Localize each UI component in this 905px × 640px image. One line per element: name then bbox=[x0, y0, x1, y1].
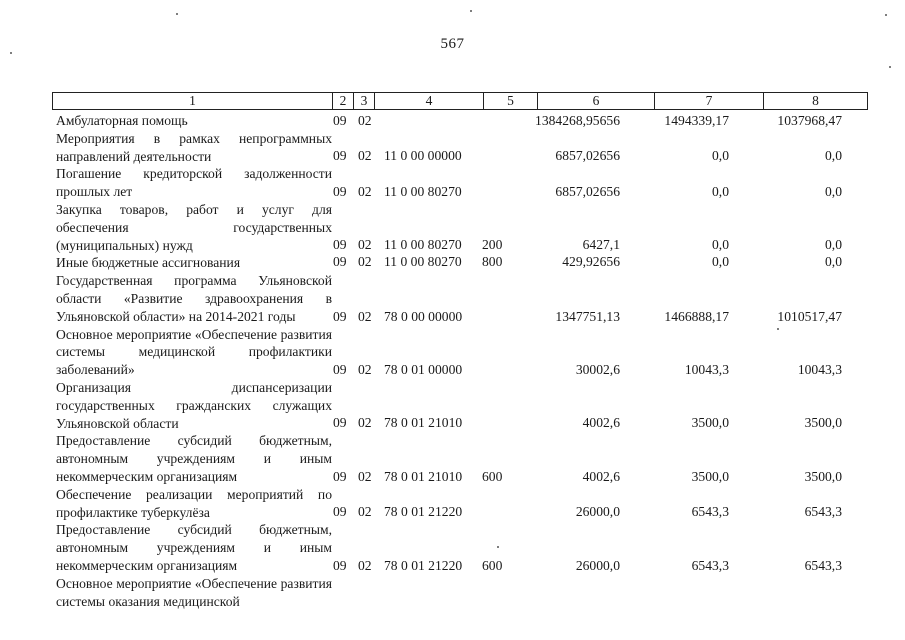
row-amount-col7: 0,0 bbox=[712, 148, 729, 164]
row-target-code: 78 0 00 00000 bbox=[384, 308, 463, 324]
row-target-code: 11 0 00 00000 bbox=[384, 148, 462, 164]
row-name: Организация диспансеризации государственных гражданских служащих Ульяновской области bbox=[56, 379, 332, 431]
row-amount-col6: 30002,6 bbox=[575, 361, 620, 377]
row-section: 09 bbox=[333, 183, 347, 199]
row-amount-col7: 1494339,17 bbox=[664, 112, 729, 128]
row-section: 09 bbox=[333, 148, 347, 164]
row-name: Закупка товаров, работ и услуг для обеспечения государственных (муниципальных) нужд bbox=[56, 201, 332, 253]
table-row bbox=[56, 112, 846, 130]
row-subsection: 02 bbox=[358, 468, 372, 484]
row-amount-col6: 1384268,95656 bbox=[535, 112, 620, 128]
row-amount-col8: 3500,0 bbox=[804, 468, 842, 484]
row-subsection: 02 bbox=[358, 254, 372, 270]
row-amount-col7: 0,0 bbox=[712, 254, 729, 270]
row-amount-col7: 6543,3 bbox=[691, 504, 729, 520]
table-row bbox=[56, 486, 846, 522]
scan-speck bbox=[470, 10, 472, 12]
row-subsection: 02 bbox=[358, 308, 372, 324]
row-expense-type: 800 bbox=[482, 254, 503, 270]
row-target-code: 11 0 00 80270 bbox=[384, 254, 462, 270]
header-col-4: 4 bbox=[375, 93, 484, 109]
row-subsection: 02 bbox=[358, 361, 372, 377]
header-col-5: 5 bbox=[484, 93, 538, 109]
row-subsection: 02 bbox=[358, 148, 372, 164]
row-amount-col6: 1347751,13 bbox=[555, 308, 620, 324]
row-subsection: 02 bbox=[358, 183, 372, 199]
row-amount-col8: 1037968,47 bbox=[777, 112, 842, 128]
row-target-code: 78 0 01 00000 bbox=[384, 361, 463, 377]
header-col-8: 8 bbox=[812, 93, 819, 108]
row-name: Погашение кредиторской задолженности прошлых лет bbox=[56, 166, 332, 200]
row-subsection: 02 bbox=[358, 504, 372, 520]
table-row bbox=[56, 326, 846, 379]
row-subsection: 02 bbox=[358, 237, 372, 253]
table-row bbox=[56, 379, 846, 432]
table-row bbox=[56, 254, 846, 272]
header-col-1: 1 bbox=[53, 93, 333, 109]
row-name: Мероприятия в рамках непрограммных направлений деятельности bbox=[56, 130, 332, 164]
row-amount-col7: 0,0 bbox=[712, 237, 729, 253]
header-col-3: 3 bbox=[354, 93, 375, 109]
row-amount-col6: 6857,02656 bbox=[555, 183, 620, 199]
row-amount-col8: 10043,3 bbox=[797, 361, 842, 377]
scan-speck bbox=[885, 14, 887, 16]
row-amount-col7: 3500,0 bbox=[691, 415, 729, 431]
scan-speck bbox=[497, 546, 499, 548]
row-expense-type: 600 bbox=[482, 468, 503, 484]
row-section: 09 bbox=[333, 112, 347, 128]
header-col-6: 6 bbox=[538, 93, 655, 109]
row-amount-col6: 4002,6 bbox=[582, 468, 620, 484]
row-amount-col6: 6427,1 bbox=[582, 237, 620, 253]
row-section: 09 bbox=[333, 237, 347, 253]
header-col-7: 7 bbox=[655, 93, 764, 109]
table-row bbox=[56, 165, 846, 201]
row-section: 09 bbox=[333, 415, 347, 431]
row-target-code: 11 0 00 80270 bbox=[384, 237, 462, 253]
row-expense-type: 600 bbox=[482, 557, 503, 573]
row-name: Иные бюджетные ассигнования bbox=[56, 255, 241, 271]
row-subsection: 02 bbox=[358, 112, 372, 128]
table-row bbox=[56, 130, 846, 166]
row-amount-col7: 0,0 bbox=[712, 183, 729, 199]
scan-speck bbox=[176, 13, 178, 15]
row-amount-col8: 1010517,47 bbox=[777, 308, 842, 324]
scan-speck bbox=[889, 66, 891, 68]
row-amount-col6: 4002,6 bbox=[582, 415, 620, 431]
row-name: Обеспечение реализации мероприятий по профилактике туберкулёза bbox=[56, 486, 332, 520]
row-section: 09 bbox=[333, 557, 347, 573]
table-row bbox=[56, 201, 846, 254]
row-subsection: 02 bbox=[358, 415, 372, 431]
row-amount-col6: 429,92656 bbox=[562, 254, 620, 270]
row-amount-col7: 6543,3 bbox=[691, 557, 729, 573]
scan-speck bbox=[10, 52, 12, 54]
row-section: 09 bbox=[333, 308, 347, 324]
row-name: Государственная программа Ульяновской области «Развитие здравоохранения в Ульяновской области» на 2014-2021 годы bbox=[56, 273, 332, 324]
row-target-code: 78 0 01 21220 bbox=[384, 557, 463, 573]
scan-speck bbox=[777, 328, 779, 330]
table-row bbox=[56, 521, 846, 574]
row-subsection: 02 bbox=[358, 557, 372, 573]
row-amount-col6: 6857,02656 bbox=[555, 148, 620, 164]
table-header bbox=[52, 92, 868, 110]
row-expense-type: 200 bbox=[482, 237, 503, 253]
row-amount-col8: 0,0 bbox=[825, 183, 842, 199]
row-amount-col7: 10043,3 bbox=[684, 361, 729, 377]
row-name: Предоставление субсидий бюджетным, автономным учреждениям и иным некоммерческим организациям bbox=[56, 522, 332, 573]
row-amount-col6: 26000,0 bbox=[575, 504, 620, 520]
row-target-code: 78 0 01 21010 bbox=[384, 468, 463, 484]
table-row bbox=[56, 432, 846, 485]
table-row bbox=[56, 575, 846, 611]
row-amount-col8: 0,0 bbox=[825, 148, 842, 164]
row-amount-col8: 6543,3 bbox=[804, 504, 842, 520]
row-target-code: 78 0 01 21010 bbox=[384, 415, 463, 431]
row-target-code: 78 0 01 21220 bbox=[384, 504, 463, 520]
row-amount-col8: 3500,0 bbox=[804, 415, 842, 431]
row-name: Основное мероприятие «Обеспечение развития системы медицинской профилактики заболеваний» bbox=[56, 326, 332, 378]
row-amount-col8: 0,0 bbox=[825, 237, 842, 253]
header-col-2: 2 bbox=[333, 93, 354, 109]
row-name: Амбулаторная помощь bbox=[56, 113, 188, 128]
page-number: 567 bbox=[440, 36, 465, 52]
row-name: Предоставление субсидий бюджетным, автономным учреждениям и иным некоммерческим организациям bbox=[56, 433, 332, 484]
table-body bbox=[56, 112, 846, 610]
row-section: 09 bbox=[333, 468, 347, 484]
row-name: Основное мероприятие «Обеспечение развития системы оказания медицинской bbox=[56, 575, 332, 609]
row-section: 09 bbox=[333, 254, 347, 270]
row-amount-col7: 1466888,17 bbox=[664, 308, 729, 324]
row-amount-col7: 3500,0 bbox=[691, 468, 729, 484]
row-section: 09 bbox=[333, 361, 347, 377]
table-row bbox=[56, 272, 846, 325]
row-amount-col8: 6543,3 bbox=[804, 557, 842, 573]
row-amount-col6: 26000,0 bbox=[575, 557, 620, 573]
row-amount-col8: 0,0 bbox=[825, 254, 842, 270]
row-section: 09 bbox=[333, 504, 347, 520]
row-target-code: 11 0 00 80270 bbox=[384, 183, 462, 199]
